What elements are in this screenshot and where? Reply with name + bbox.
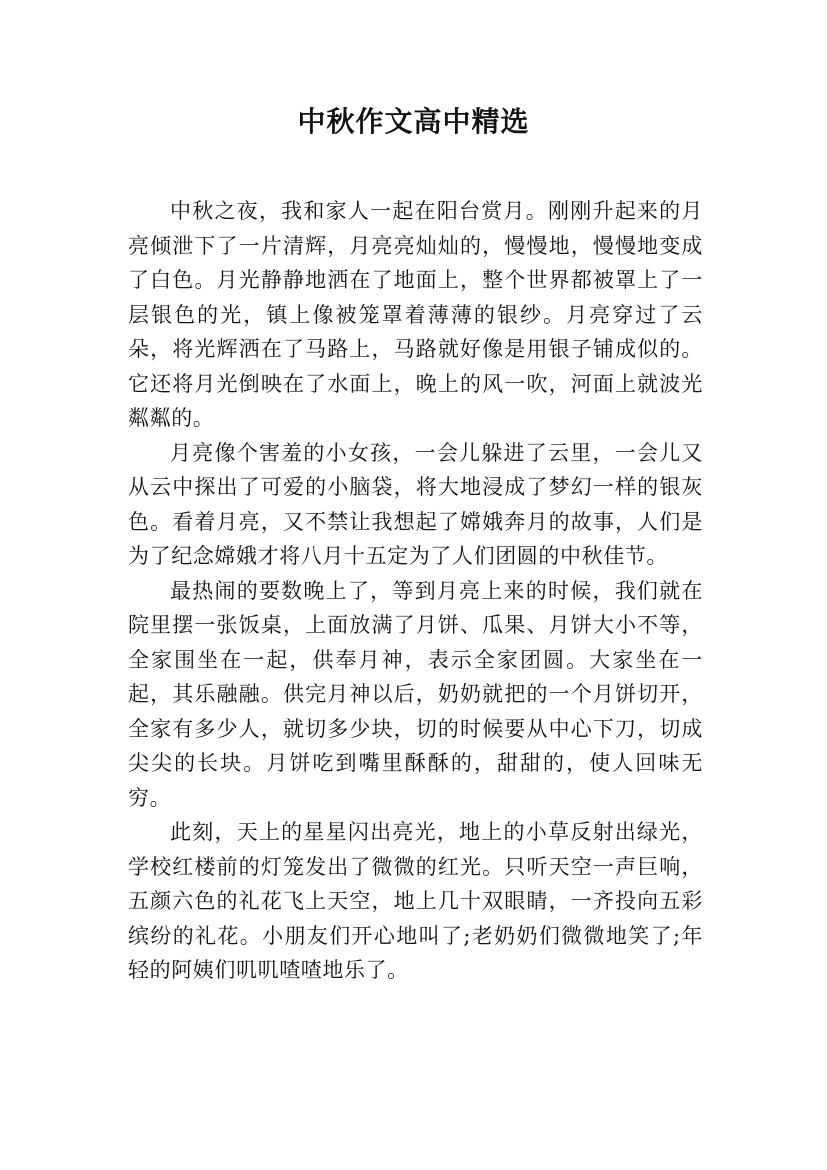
paragraph-3: 最热闹的要数晚上了，等到月亮上来的时候，我们就在院里摆一张饭桌，上面放满了月饼、瓜果、月饼大小不等，全家围坐在一起，供奉月神，表示全家团圆。大家坐在一起，其乐融融。供完月神以后，奶奶就把的一个月饼切开，全家有多少人，就切多少块，切的时候要从中心下刀，切成尖尖的长块。月饼吃到嘴里酥酥的，甜甜的，使人回味无穷。 — [128, 578, 703, 810]
paragraph-2: 月亮像个害羞的小女孩，一会儿躲进了云里，一会儿又从云中探出了可爱的小脑袋，将大地浸成了梦幻一样的银灰色。看着月亮，又不禁让我想起了嫦娥奔月的故事，人们是为了纪念嫦娥才将八月十五定为了人们团圆的中秋佳节。 — [128, 440, 703, 568]
page-title: 中秋作文高中精选 — [297, 105, 530, 138]
paragraph-4: 此刻，天上的星星闪出亮光，地上的小草反射出绿光，学校红楼前的灯笼发出了微微的红光。只听天空一声巨响，五颜六色的礼花飞上天空，地上几十双眼睛，一齐投向五彩缤纷的礼花。小朋友们开心地叫了;老奶奶们微微地笑了;年轻的阿姨们叽叽喳喳地乐了。 — [128, 820, 703, 982]
essay-body — [128, 194, 703, 988]
paragraph-1: 中秋之夜，我和家人一起在阳台赏月。刚刚升起来的月亮倾泄下了一片清辉，月亮亮灿灿的，慢慢地，慢慢地变成了白色。月光静静地洒在了地面上，整个世界都被罩上了一层银色的光，镇上像被笼罩着薄薄的银纱。月亮穿过了云朵，将光辉洒在了马路上，马路就好像是用银子铺成似的。它还将月光倒映在了水面上，晚上的风一吹，河面上就波光粼粼的。 — [128, 199, 703, 430]
